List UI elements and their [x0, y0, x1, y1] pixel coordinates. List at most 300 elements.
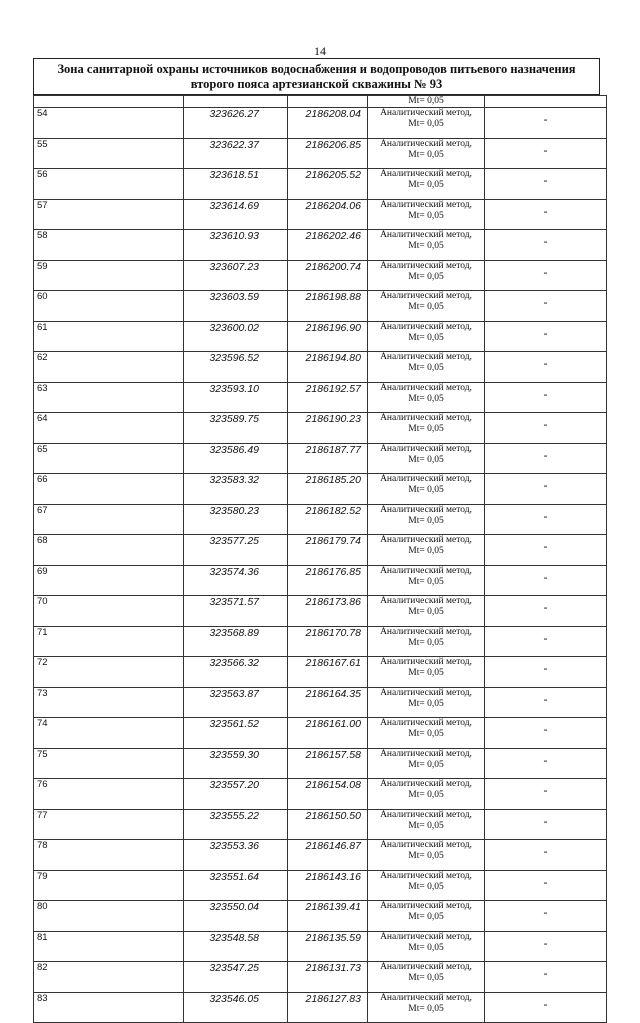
method-name: Аналитический метод,	[380, 504, 472, 515]
coordinate-x	[184, 962, 288, 993]
coordinate-x	[184, 443, 288, 474]
point-number: 62	[34, 352, 184, 383]
coordinate-y-value: 2186135.59	[305, 931, 361, 944]
point-number: 83	[34, 992, 184, 1023]
coordinate-x-value: 323622.37	[209, 138, 259, 151]
point-number: 75	[34, 748, 184, 779]
table-row	[34, 108, 607, 139]
coordinate-y-value: 2186157.58	[305, 748, 361, 761]
method-accuracy: Мt= 0,05	[408, 729, 444, 739]
description-cell: -	[485, 199, 607, 230]
coordinate-x-value: 323589.75	[209, 413, 259, 425]
point-number: 82	[34, 962, 184, 993]
method-accuracy: Мt= 0,05	[408, 820, 444, 831]
point-number: 56	[34, 169, 184, 200]
coordinate-y	[288, 840, 368, 871]
table-row	[34, 504, 607, 535]
table-row	[34, 291, 607, 322]
description-cell: -	[485, 657, 607, 688]
table-row	[34, 352, 607, 383]
method-accuracy: Мt= 0,05	[408, 881, 444, 892]
method-name: Аналитический метод,	[380, 809, 472, 820]
coordinate-x-value: 323577.25	[209, 535, 259, 547]
method-cell	[368, 138, 485, 169]
method-cell	[368, 199, 485, 230]
coordinate-x	[184, 321, 288, 352]
method-name: Аналитический метод,	[380, 382, 472, 393]
description-cell: -	[485, 413, 607, 444]
description-cell: -	[485, 443, 607, 474]
coordinate-y-value: 2186154.08	[305, 779, 361, 791]
method-name: Аналитический метод,	[380, 596, 472, 606]
coordinate-x-value: 323618.51	[209, 169, 259, 181]
description-cell: -	[485, 962, 607, 993]
coordinate-y	[288, 443, 368, 474]
table-row	[34, 962, 607, 993]
table-row	[34, 870, 607, 901]
method-cell	[368, 748, 485, 779]
coordinate-y-value: 2186161.00	[305, 718, 361, 730]
coordinate-x	[184, 565, 288, 596]
method-name: Аналитический метод,	[380, 718, 472, 728]
coordinate-y-value: 2186185.20	[305, 474, 361, 486]
coordinate-x	[184, 474, 288, 505]
coordinate-y-value: 2186139.41	[305, 901, 361, 913]
method-accuracy: Мt= 0,05	[408, 302, 444, 312]
coordinate-y	[288, 626, 368, 657]
page-number: 14	[314, 44, 326, 58]
method-cell	[368, 169, 485, 200]
description-cell: -	[485, 230, 607, 261]
coordinate-y	[288, 657, 368, 688]
coordinate-y	[288, 108, 368, 139]
method-accuracy: Мt= 0,05	[408, 973, 444, 983]
point-number: 68	[34, 535, 184, 566]
table-row	[34, 901, 607, 932]
coordinate-y-value: 2186190.23	[305, 413, 361, 425]
coordinate-y-value: 2186176.85	[305, 565, 361, 578]
method-accuracy: Мt= 0,05	[408, 424, 444, 434]
point-number: 80	[34, 901, 184, 932]
method-name: Аналитический метод,	[380, 260, 472, 271]
coordinate-x-value: 323614.69	[209, 199, 259, 212]
method-cell	[368, 291, 485, 322]
description-cell: -	[485, 992, 607, 1023]
method-accuracy: Мt= 0,05	[408, 180, 444, 190]
coordinate-y	[288, 687, 368, 718]
method-accuracy: Мt= 0,05	[408, 698, 444, 709]
coordinate-y	[288, 962, 368, 993]
description-cell: -	[485, 809, 607, 840]
method-name: Аналитический метод,	[380, 626, 472, 637]
coordinate-x-value: 323550.04	[209, 901, 259, 913]
method-name: Аналитический метод,	[380, 291, 472, 301]
description-cell: -	[485, 138, 607, 169]
table-row	[34, 260, 607, 291]
table-row	[34, 230, 607, 261]
method-cell	[368, 687, 485, 718]
coordinate-y-value: 2186196.90	[305, 321, 361, 334]
point-number: 55	[34, 138, 184, 169]
description-cell: -	[485, 291, 607, 322]
method-cell	[368, 657, 485, 688]
point-number: 57	[34, 199, 184, 230]
description-cell: -	[485, 260, 607, 291]
method-name: Аналитический метод,	[380, 138, 472, 149]
description-cell: -	[485, 535, 607, 566]
table-row	[34, 748, 607, 779]
description-cell: -	[485, 504, 607, 535]
method-cell	[368, 565, 485, 596]
description-cell: -	[485, 108, 607, 139]
method-name: Аналитический метод,	[380, 687, 472, 698]
coordinate-x-value: 323583.32	[209, 474, 259, 486]
method-accuracy: Мt= 0,05	[408, 1003, 444, 1014]
method-cell	[368, 931, 485, 962]
coordinate-x-value: 323548.58	[209, 931, 259, 944]
coordinate-x	[184, 504, 288, 535]
coordinate-y-value: 2186150.50	[305, 809, 361, 822]
table-row	[34, 443, 607, 474]
coordinate-x	[184, 840, 288, 871]
coordinate-x-value: 323563.87	[209, 687, 259, 700]
method-accuracy: Мt= 0,05	[408, 393, 444, 404]
coordinate-y	[288, 199, 368, 230]
coordinate-y	[288, 718, 368, 749]
coordinate-x	[184, 809, 288, 840]
method-cell	[368, 535, 485, 566]
point-number: 61	[34, 321, 184, 352]
method-name: Аналитический метод,	[380, 169, 472, 179]
coordinate-y	[288, 931, 368, 962]
description-cell: -	[485, 565, 607, 596]
coordinate-y-value: 2186205.52	[305, 169, 361, 181]
coordinate-x-value: 323607.23	[209, 260, 259, 273]
coordinate-y	[288, 321, 368, 352]
method-accuracy: Мt= 0,05	[408, 332, 444, 343]
table-row	[34, 718, 607, 749]
coordinate-x-value: 323574.36	[209, 565, 259, 578]
coordinate-y	[288, 352, 368, 383]
coordinate-x-value: 323557.20	[209, 779, 259, 791]
method-cell	[368, 230, 485, 261]
method-accuracy: Мt= 0,05	[408, 607, 444, 617]
description-cell: -	[485, 870, 607, 901]
table-row	[34, 657, 607, 688]
coordinate-y	[288, 382, 368, 413]
coordinate-x-value: 323551.64	[209, 870, 259, 883]
table-row	[34, 565, 607, 596]
method-cell	[368, 840, 485, 871]
coordinate-y-value: 2186143.16	[305, 870, 361, 883]
method-cell	[368, 352, 485, 383]
method-name: Аналитический метод,	[380, 413, 472, 423]
coordinate-y	[288, 901, 368, 932]
point-number: 78	[34, 840, 184, 871]
table-row	[34, 169, 607, 200]
point-number: 74	[34, 718, 184, 749]
method-name: Аналитический метод,	[380, 840, 472, 850]
method-cell	[368, 382, 485, 413]
method-name: Аналитический метод,	[380, 108, 472, 118]
point-number: 73	[34, 687, 184, 718]
description-cell: -	[485, 931, 607, 962]
coordinate-x	[184, 108, 288, 139]
method-name: Аналитический метод,	[380, 748, 472, 759]
point-number: 70	[34, 596, 184, 627]
coordinate-y-value: 2186164.35	[305, 687, 361, 700]
title-line-1: Зона санитарной охраны источников водоснабжения и водопроводов питьевого назначения	[57, 62, 576, 76]
coordinate-x	[184, 626, 288, 657]
description-cell: -	[485, 626, 607, 657]
coordinate-x-value: 323603.59	[209, 291, 259, 303]
coordinate-y-value: 2186204.06	[305, 199, 361, 212]
method-accuracy: Мt= 0,05	[408, 942, 444, 953]
coordinate-x	[184, 413, 288, 444]
coordinate-y	[288, 565, 368, 596]
method-name: Аналитический метод,	[380, 352, 472, 362]
table-row	[34, 992, 607, 1023]
coordinates-table	[33, 95, 607, 1023]
description-cell: -	[485, 840, 607, 871]
coordinate-y-value: 2186206.85	[305, 138, 361, 151]
point-number: 81	[34, 931, 184, 962]
description-cell: -	[485, 474, 607, 505]
coordinate-x-value: 323596.52	[209, 352, 259, 364]
coordinate-y-value: 2186187.77	[305, 443, 361, 456]
coordinate-x	[184, 870, 288, 901]
method-name: Аналитический метод,	[380, 199, 472, 210]
description-cell: -	[485, 901, 607, 932]
method-cell	[368, 992, 485, 1023]
coordinate-x-value: 323566.32	[209, 657, 259, 669]
method-accuracy: Мt= 0,05	[408, 576, 444, 587]
table-row	[34, 413, 607, 444]
coordinate-x	[184, 230, 288, 261]
point-number: 65	[34, 443, 184, 474]
point-number: 59	[34, 260, 184, 291]
table-row	[34, 382, 607, 413]
coordinate-y-value: 2186146.87	[305, 840, 361, 852]
coordinate-x	[184, 291, 288, 322]
method-accuracy: Мt= 0,05	[408, 241, 444, 251]
coordinate-y	[288, 535, 368, 566]
method-cell	[368, 870, 485, 901]
method-name: Аналитический метод,	[380, 870, 472, 881]
coordinate-x	[184, 382, 288, 413]
table-row	[34, 809, 607, 840]
coordinate-y	[288, 748, 368, 779]
table-row	[34, 840, 607, 871]
coordinate-x-value: 323553.36	[209, 840, 259, 852]
method-accuracy: Мt= 0,05	[408, 637, 444, 648]
method-accuracy: Мt= 0,05	[408, 149, 444, 160]
table-row	[34, 474, 607, 505]
description-cell: -	[485, 169, 607, 200]
method-cell	[368, 962, 485, 993]
method-accuracy: Мt= 0,05	[408, 363, 444, 373]
coordinate-y-value: 2186170.78	[305, 626, 361, 639]
coordinate-x	[184, 779, 288, 810]
coordinate-x-value: 323610.93	[209, 230, 259, 242]
method-accuracy: Мt= 0,05	[408, 485, 444, 495]
coordinate-x	[184, 138, 288, 169]
coordinate-x-value: 323547.25	[209, 962, 259, 974]
point-number: 54	[34, 108, 184, 139]
coordinate-y	[288, 291, 368, 322]
table-title	[33, 58, 600, 95]
description-cell: -	[485, 352, 607, 383]
coordinate-y-value: 2186194.80	[305, 352, 361, 364]
table-row	[34, 596, 607, 627]
method-cell	[368, 474, 485, 505]
point-number: 76	[34, 779, 184, 810]
method-cell	[368, 718, 485, 749]
method-accuracy: Мt= 0,05	[408, 454, 444, 465]
coordinate-y-value: 2186127.83	[305, 992, 361, 1005]
table-row	[34, 138, 607, 169]
point-number: 71	[34, 626, 184, 657]
method-cell	[368, 321, 485, 352]
method-cell	[368, 504, 485, 535]
method-name: Аналитический метод,	[380, 474, 472, 484]
method-name: Аналитический метод,	[380, 779, 472, 789]
table-row	[34, 321, 607, 352]
coordinate-y-value: 2186202.46	[305, 230, 361, 242]
method-name: Аналитический метод,	[380, 992, 472, 1003]
method-accuracy: Мt= 0,05	[408, 790, 444, 800]
point-number: 64	[34, 413, 184, 444]
coordinate-x	[184, 687, 288, 718]
method-cell	[368, 779, 485, 810]
coordinate-x	[184, 169, 288, 200]
coordinate-x	[184, 718, 288, 749]
method-name: Аналитический метод,	[380, 901, 472, 911]
point-number: 72	[34, 657, 184, 688]
description-cell: -	[485, 718, 607, 749]
coordinate-y	[288, 260, 368, 291]
coordinate-y-value: 2186208.04	[305, 108, 361, 120]
coordinate-y	[288, 992, 368, 1023]
coordinate-y	[288, 809, 368, 840]
method-cell	[368, 626, 485, 657]
coordinate-y	[288, 504, 368, 535]
coordinate-x	[184, 748, 288, 779]
method-name: Аналитический метод,	[380, 962, 472, 972]
method-accuracy: Мt= 0,05	[408, 546, 444, 556]
method-name: Аналитический метод,	[380, 565, 472, 576]
method-cell	[368, 108, 485, 139]
method-cell	[368, 413, 485, 444]
description-cell: -	[485, 779, 607, 810]
table-row	[34, 535, 607, 566]
method-name: Аналитический метод,	[380, 443, 472, 454]
method-name: Аналитический метод,	[380, 931, 472, 942]
method-cell	[368, 901, 485, 932]
table-row	[34, 687, 607, 718]
coordinate-y	[288, 596, 368, 627]
point-number: 58	[34, 230, 184, 261]
coordinate-y	[288, 230, 368, 261]
method-accuracy: Мt= 0,05	[408, 668, 444, 678]
coordinate-x	[184, 260, 288, 291]
coordinate-y	[288, 779, 368, 810]
coordinate-x-value: 323568.89	[209, 626, 259, 639]
coordinate-x-value: 323626.27	[209, 108, 259, 120]
title-line-2: второго пояса артезианской скважины № 93	[190, 77, 443, 91]
table-row	[34, 931, 607, 962]
coordinate-x	[184, 657, 288, 688]
coordinate-x-value: 323571.57	[209, 596, 259, 608]
method-name: Аналитический метод,	[380, 657, 472, 667]
coordinate-y-value: 2186179.74	[305, 535, 361, 547]
coordinate-y	[288, 138, 368, 169]
coordinate-x	[184, 992, 288, 1023]
method-cell	[368, 809, 485, 840]
point-number: 67	[34, 504, 184, 535]
coordinate-x-value: 323580.23	[209, 504, 259, 517]
coordinate-x	[184, 352, 288, 383]
point-number: 77	[34, 809, 184, 840]
method-accuracy: Мt= 0,05	[408, 271, 444, 282]
coordinate-y-value: 2186192.57	[305, 382, 361, 395]
description-cell: -	[485, 687, 607, 718]
coordinate-y-value: 2186182.52	[305, 504, 361, 517]
coordinate-y-value: 2186173.86	[305, 596, 361, 608]
method-accuracy: Мt= 0,05	[408, 515, 444, 526]
point-number: 63	[34, 382, 184, 413]
method-accuracy: Мt= 0,05	[408, 759, 444, 770]
coordinate-x-value: 323593.10	[209, 382, 259, 395]
coordinate-x-value: 323555.22	[209, 809, 259, 822]
coordinate-x-value: 323546.05	[209, 992, 259, 1005]
coordinate-x	[184, 199, 288, 230]
coordinate-x-value: 323561.52	[209, 718, 259, 730]
coordinate-y-value: 2186198.88	[305, 291, 361, 303]
coordinate-x-value: 323600.02	[209, 321, 259, 334]
table-row	[34, 779, 607, 810]
coordinate-y	[288, 413, 368, 444]
point-number: 79	[34, 870, 184, 901]
method-name: Аналитический метод,	[380, 321, 472, 332]
description-cell: -	[485, 321, 607, 352]
coordinate-y-value: 2186167.61	[305, 657, 361, 669]
method-accuracy: Мt= 0,05	[408, 851, 444, 861]
point-number: 60	[34, 291, 184, 322]
coordinate-y	[288, 870, 368, 901]
description-cell: -	[485, 596, 607, 627]
method-cell	[368, 260, 485, 291]
coordinate-x-value: 323586.49	[209, 443, 259, 456]
coordinate-y	[288, 474, 368, 505]
coordinate-x	[184, 901, 288, 932]
coordinate-y-value: 2186131.73	[305, 962, 361, 974]
table-row	[34, 626, 607, 657]
continuation-method: Мt= 0,05	[368, 96, 485, 108]
table-row	[34, 199, 607, 230]
coordinate-x	[184, 596, 288, 627]
coordinate-y	[288, 169, 368, 200]
description-cell: -	[485, 748, 607, 779]
continuation-row	[34, 96, 607, 108]
method-accuracy: Мt= 0,05	[408, 210, 444, 221]
method-name: Аналитический метод,	[380, 535, 472, 545]
coordinate-y-value: 2186200.74	[305, 260, 361, 273]
coordinate-x	[184, 931, 288, 962]
method-accuracy: Мt= 0,05	[408, 912, 444, 922]
description-cell: -	[485, 382, 607, 413]
point-number: 69	[34, 565, 184, 596]
